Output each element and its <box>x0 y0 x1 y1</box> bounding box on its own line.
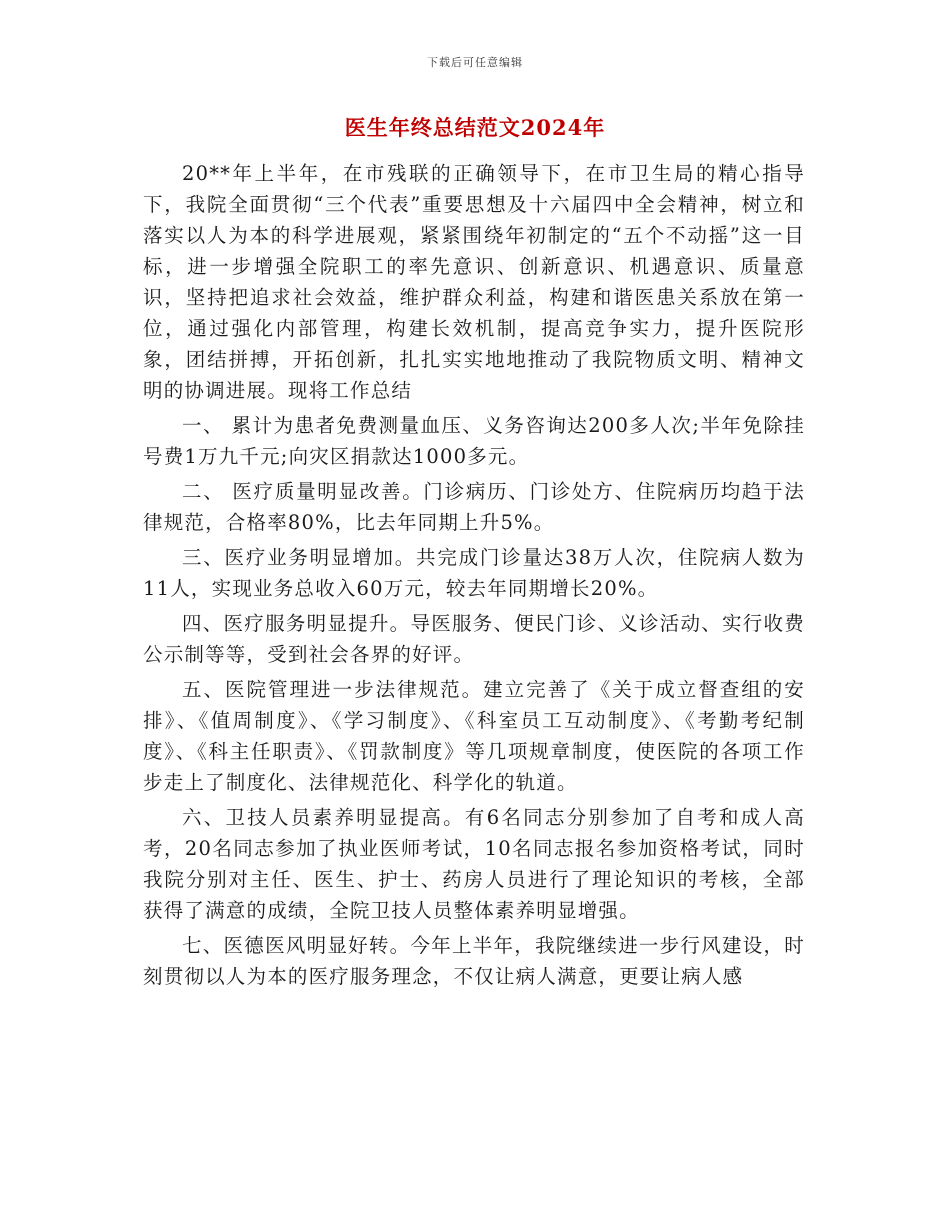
paragraph-item-4: 四、医疗服务明显提升。导医服务、便民门诊、义诊活动、实行收费公示制等等，受到社会各界的好评。 <box>143 612 805 666</box>
header-note: 下载后可任意编辑 <box>427 56 523 69</box>
document-title: 医生年终总结范文2024年 <box>344 115 606 140</box>
paragraph-item-1: 一、 累计为患者免费测量血压、义务咨询达200多人次;半年免除挂号费1万九千元;向灾区捐款达1000多元。 <box>143 414 805 468</box>
paragraph-item-5: 五、医院管理进一步法律规范。建立完善了《关于成立督查组的安排》、《值周制度》、《学习制度》、《科室员工互动制度》、《考勤考纪制度》、《科主任职责》、《罚款制度》等几项规章制度，使医院的各项工作步走上了制度化、法律规范化、科学化的轨道。 <box>143 678 805 794</box>
paragraph-item-6: 六、卫技人员素养明显提高。有6名同志分别参加了自考和成人高考，20名同志参加了执业医师考试，10名同志报名参加资格考试，同时我院分别对主任、医生、护士、药房人员进行了理论知识的考核，全部获得了满意的成绩，全院卫技人员整体素养明显增强。 <box>143 806 805 922</box>
document-body <box>143 158 805 996</box>
paragraph-intro: 20**年上半年，在市残联的正确领导下，在市卫生局的精心指导下，我院全面贯彻“三个代表”重要思想及十六届四中全会精神，树立和落实以人为本的科学进展观，紧紧围绕年初制定的“五个不动摇”这一目标，进一步增强全院职工的率先意识、创新意识、机遇意识、质量意识，坚持把追求社会效益，维护群众利益，构建和谐医患关系放在第一位，通过强化内部管理，构建长效机制，提高竞争实力，提升医院形象，团结拼搏，开拓创新，扎扎实实地地推动了我院物质文明、精神文明的协调进展。现将工作总结 <box>143 162 805 402</box>
paragraph-item-3: 三、医疗业务明显增加。共完成门诊量达38万人次，住院病人数为11人，实现业务总收入60万元，较去年同期增长20%。 <box>143 546 805 600</box>
paragraph-item-7: 七、医德医风明显好转。今年上半年，我院继续进一步行风建设，时刻贯彻以人为本的医疗服务理念，不仅让病人满意，更要让病人感 <box>143 934 805 988</box>
paragraph-item-2: 二、 医疗质量明显改善。门诊病历、门诊处方、住院病历均趋于法律规范，合格率80%，比去年同期上升5%。 <box>143 480 805 534</box>
